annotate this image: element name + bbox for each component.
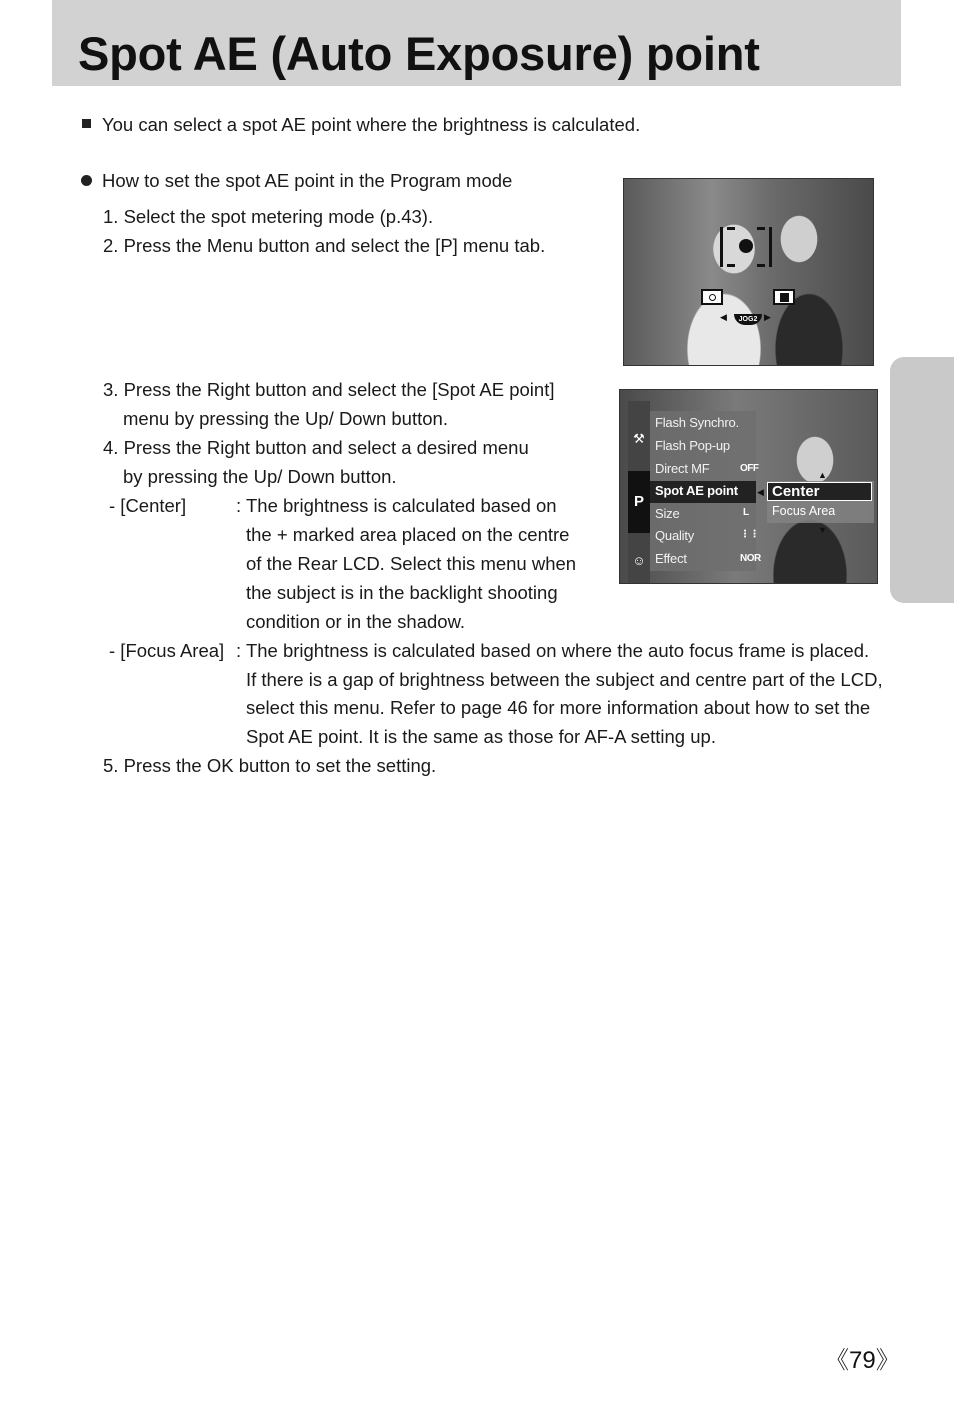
lcd-menu-screenshot: [619, 389, 878, 584]
effect-value: NOR: [740, 553, 761, 564]
circle-bullet-icon: [81, 175, 92, 186]
menu-item-flash-popup[interactable]: Flash Pop-up: [655, 438, 730, 453]
step-1: 1. Select the spot metering mode (p.43).: [103, 206, 434, 227]
menu-item-direct-mf[interactable]: Direct MF: [655, 461, 710, 476]
step-4-line-2: by pressing the Up/ Down button.: [123, 466, 397, 487]
page-title: Spot AE (Auto Exposure) point: [78, 27, 760, 80]
menu-item-flash-synchro[interactable]: Flash Synchro.: [655, 415, 739, 430]
arrow-right-icon: ▶: [764, 312, 771, 322]
side-tab: [890, 357, 954, 603]
menu-tab-bar: [628, 401, 650, 583]
menu-item-spot-ae-point[interactable]: Spot AE point: [655, 483, 738, 498]
center-weighted-icon: [773, 289, 795, 305]
quality-value: ⋮⋮: [740, 529, 759, 540]
size-value: L: [743, 507, 749, 518]
step-5: 5. Press the OK button to set the setting.: [103, 755, 437, 776]
setup-tab-icon[interactable]: ⚒: [633, 431, 645, 446]
arrow-left-icon: ◀: [720, 312, 727, 322]
focus-desc-3: select this menu. Refer to page 46 for more information about how to set the: [246, 697, 871, 718]
scroll-up-icon[interactable]: ▲: [818, 470, 827, 480]
submenu: [767, 481, 874, 523]
howto-heading: How to set the spot AE point in the Program mode: [102, 170, 513, 191]
center-desc-3: of the Rear LCD. Select this menu when: [246, 553, 577, 574]
focus-desc-2: If there is a gap of brightness between the subject and centre part of the LCD,: [246, 669, 883, 690]
spot-metering-photo: [623, 178, 874, 366]
title-bar: [52, 0, 901, 86]
submenu-arrow-left-icon: ◀: [757, 487, 764, 497]
user-tab-icon[interactable]: ☺: [632, 553, 646, 568]
focus-option-label: - [Focus Area]: [109, 640, 225, 661]
step-3-line-2: menu by pressing the Up/ Down button.: [123, 408, 448, 429]
submenu-item-center[interactable]: Center: [767, 482, 872, 501]
menu-item-effect[interactable]: Effect: [655, 551, 687, 566]
direct-mf-value: OFF: [740, 463, 759, 474]
center-desc-5: condition or in the shadow.: [246, 611, 466, 632]
step-3-line-1: 3. Press the Right button and select the [Spot AE point]: [103, 379, 555, 400]
program-tab[interactable]: P: [628, 471, 650, 533]
jog-dial-label: JOG2: [734, 314, 762, 325]
focus-desc-4: Spot AE point. It is the same as those for AF-A setting up.: [246, 726, 716, 747]
square-bullet-icon: [82, 119, 91, 128]
intro-text: You can select a spot AE point where the brightness is calculated.: [102, 114, 641, 135]
center-desc-4: the subject is in the backlight shooting: [246, 582, 558, 603]
center-option-label: - [Center]: [109, 495, 187, 516]
center-desc-2: the + marked area placed on the centre: [246, 524, 570, 545]
menu-list: [650, 411, 761, 571]
menu-item-size[interactable]: Size: [655, 506, 680, 521]
scroll-down-icon[interactable]: ▼: [818, 525, 827, 535]
focus-desc-1: : The brightness is calculated based on where the auto focus frame is placed.: [236, 640, 870, 661]
menu-item-quality[interactable]: Quality: [655, 528, 695, 543]
submenu-item-focus-area[interactable]: Focus Area: [772, 504, 836, 518]
spot-metering-icon: [701, 289, 723, 305]
af-frame-icon: [720, 227, 772, 267]
center-desc-1: The brightness is calculated based on: [246, 495, 557, 516]
step-2: 2. Press the Menu button and select the [P] menu tab.: [103, 235, 546, 256]
page-number: 《79》: [825, 1347, 900, 1374]
step-4-line-1: 4. Press the Right button and select a desired menu: [103, 437, 529, 458]
center-colon: :: [236, 495, 242, 516]
spot-dot-icon: [739, 239, 753, 253]
